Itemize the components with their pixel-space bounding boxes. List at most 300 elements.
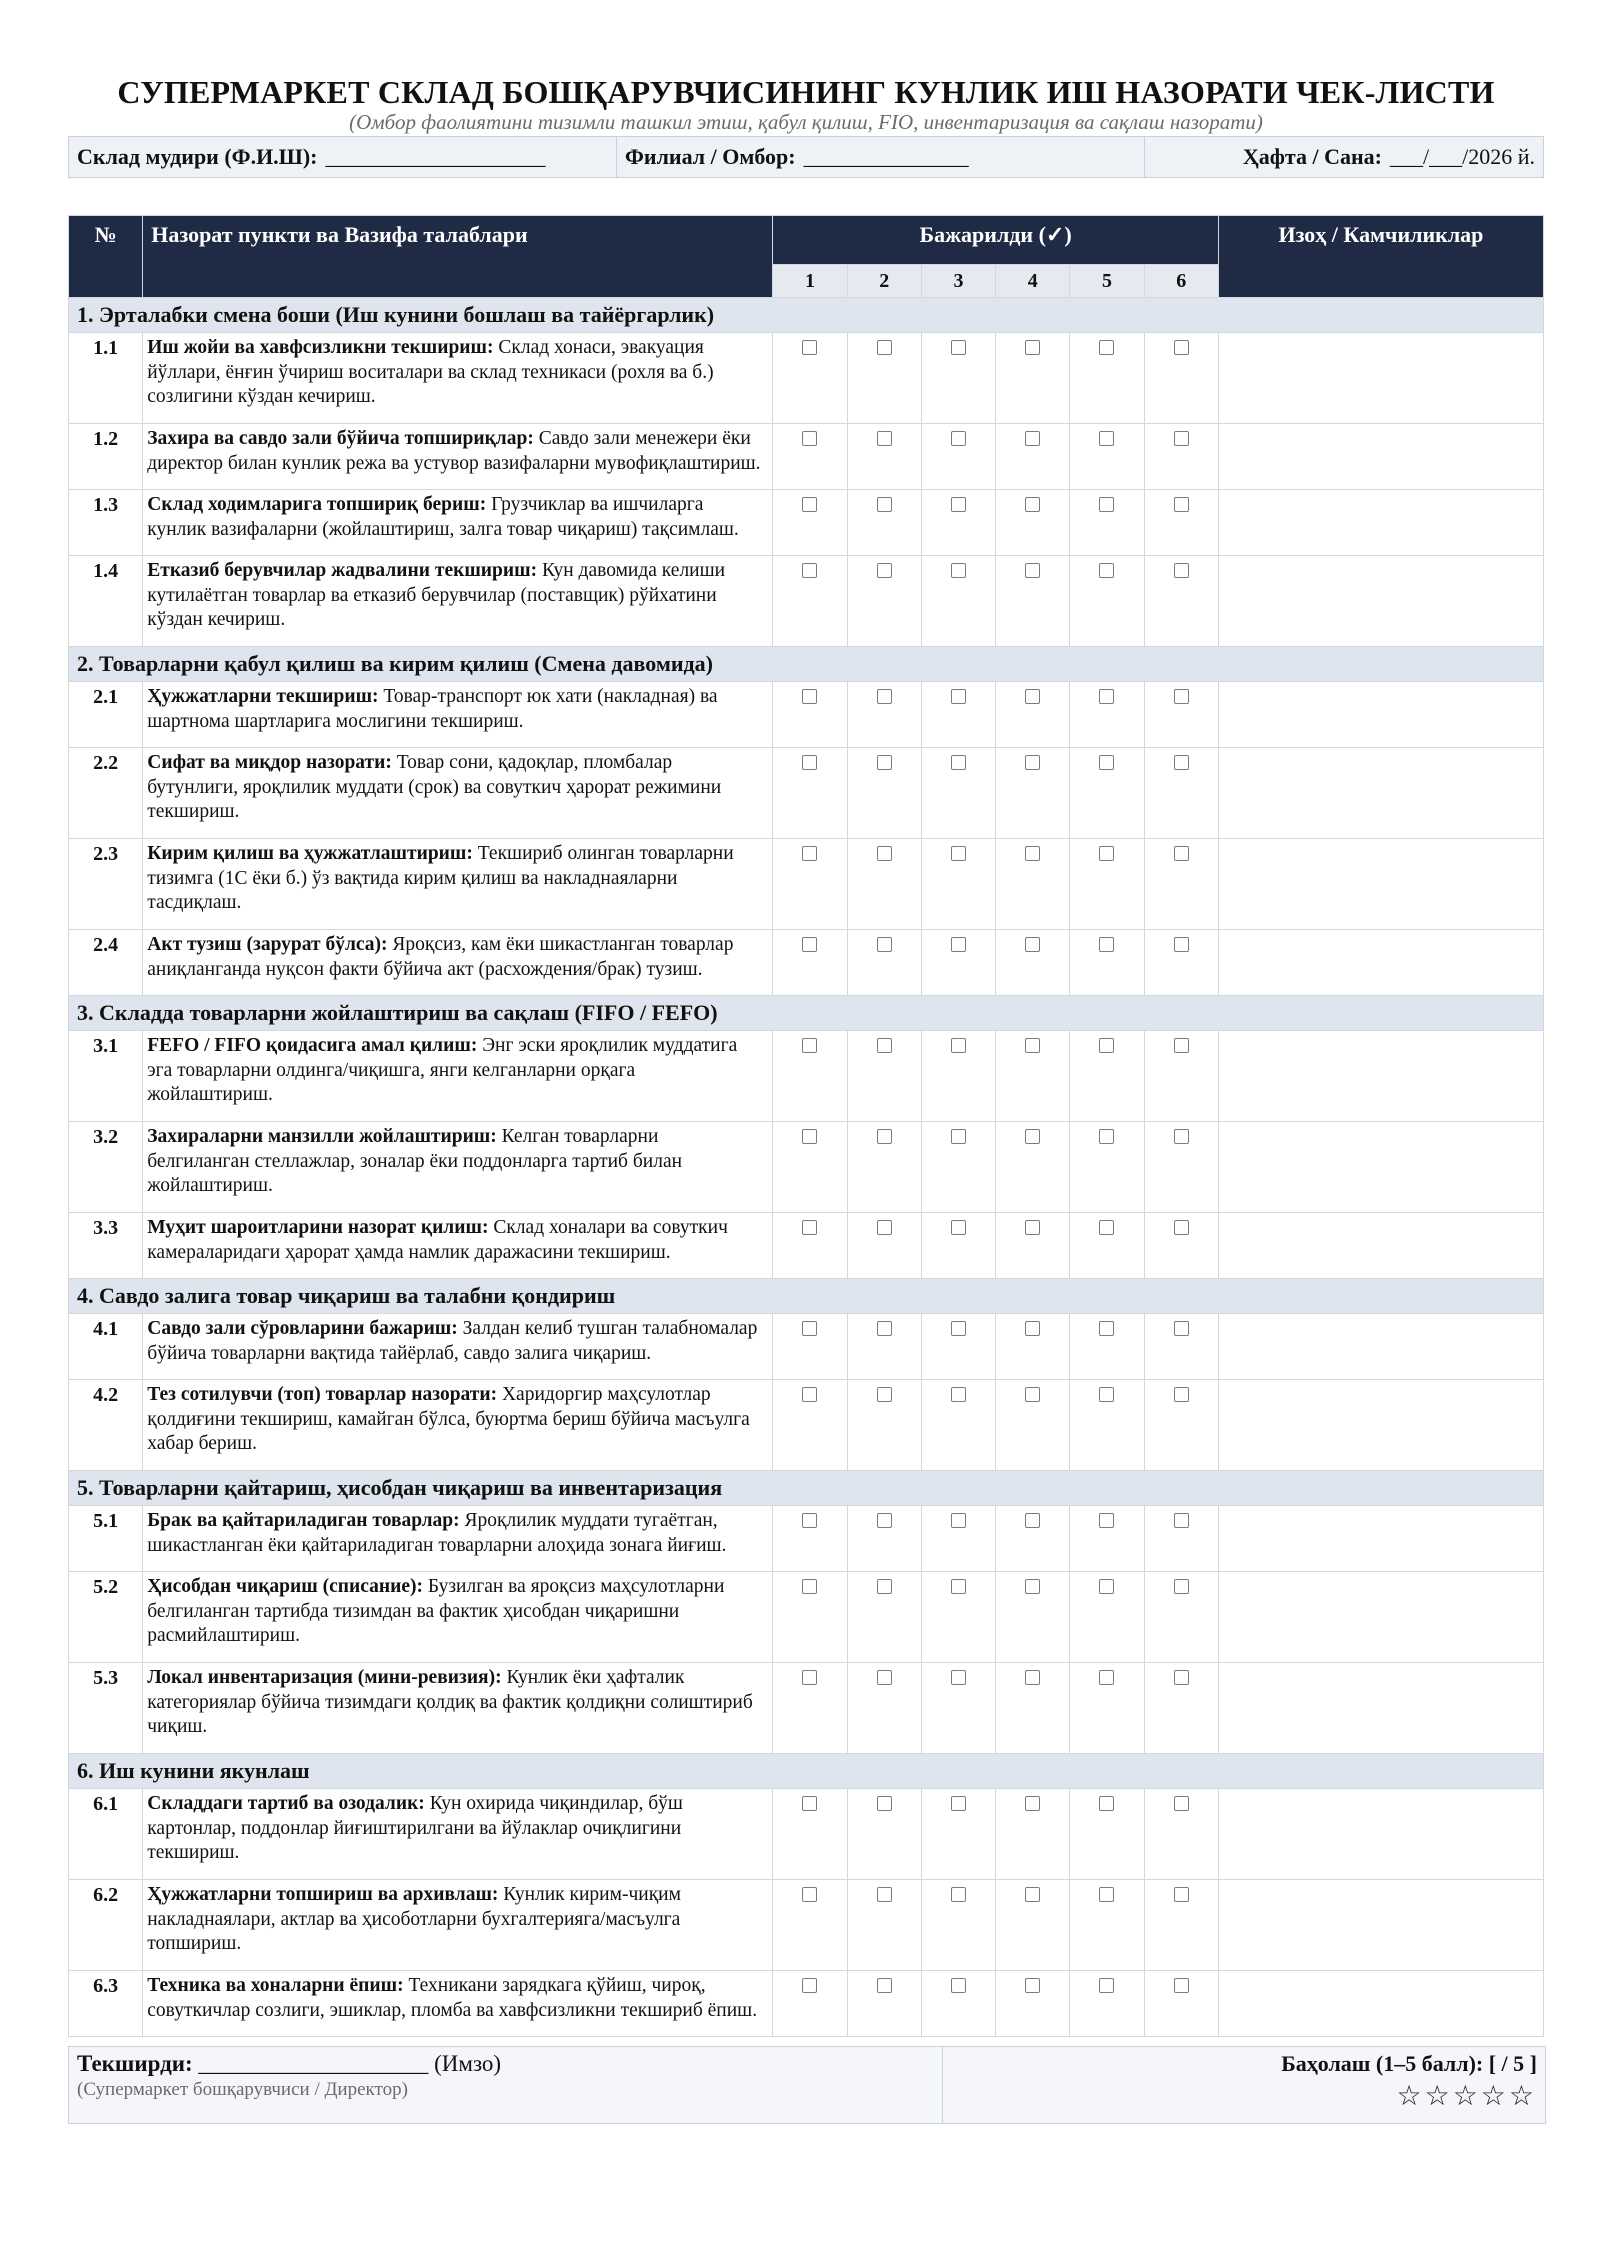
date-blank[interactable]: ___/___/2026 й. [1390,144,1535,169]
checklist-row [69,748,1544,839]
day-header: 4 [996,265,1070,298]
checkbox[interactable] [1099,1796,1114,1811]
item-number: 5.1 [69,1506,143,1572]
checklist-row [69,839,1544,930]
item-text: Келган товарларни белгиланган стеллажлар, зоналар ёки поддонларга тартиб билан жойлаштириш. [147,1126,683,1196]
day-check-cell [996,1213,1070,1279]
checkbox[interactable] [1174,1670,1189,1685]
checkbox[interactable] [1099,1513,1114,1528]
checkbox[interactable] [1174,431,1189,446]
day-check-cell [773,839,847,930]
checked-blank[interactable]: ____________________ [198,2051,429,2076]
checkbox[interactable] [802,846,817,861]
day-check-cell [847,333,921,424]
day-check-cell [773,1880,847,1971]
day-check-cell [921,1663,995,1754]
day-header: 5 [1070,265,1144,298]
day-check-cell [921,333,995,424]
section-title: 3. Складда товарларни жойлаштириш ва сақлаш (FIFO / FEFO) [69,996,1544,1031]
checkbox[interactable] [802,1796,817,1811]
checkbox[interactable] [802,937,817,952]
day-check-cell [1070,682,1144,748]
checkbox[interactable] [951,563,966,578]
checkbox[interactable] [802,340,817,355]
checkbox[interactable] [1099,689,1114,704]
checkbox[interactable] [1025,1978,1040,1993]
item-description [143,333,773,424]
day-check-cell [1144,1663,1218,1754]
day-check-cell [1144,1971,1218,2037]
item-title: Кирим қилиш ва ҳужжатлаштириш: [147,843,473,864]
checkbox[interactable] [802,1887,817,1902]
signature-label: (Имзо) [434,2051,502,2076]
checkbox[interactable] [951,1387,966,1402]
checkbox[interactable] [877,846,892,861]
day-header: 3 [921,265,995,298]
day-check-cell [847,1314,921,1380]
checkbox[interactable] [802,431,817,446]
checkbox[interactable] [1025,1579,1040,1594]
notes-cell[interactable] [1218,1031,1543,1122]
checkbox[interactable] [951,1887,966,1902]
item-text: Кунлик ёки ҳафталик категориялар бўйича тизимдаги қолдиқ ва фактик қолдиқни солиштириб чиқиш. [147,1667,753,1737]
checklist-row [69,930,1544,996]
item-title: Акт тузиш (зарурат бўлса): [147,934,388,955]
checkbox[interactable] [1099,1887,1114,1902]
branch-field[interactable] [617,137,1145,177]
day-check-cell [1144,1380,1218,1471]
day-check-cell [773,748,847,839]
item-description [143,1663,773,1754]
day-check-cell [847,1122,921,1213]
checkbox[interactable] [1174,846,1189,861]
checkbox[interactable] [802,1220,817,1235]
checkbox[interactable] [1025,1796,1040,1811]
day-check-cell [1144,1506,1218,1572]
item-number: 4.2 [69,1380,143,1471]
day-check-cell [773,1971,847,2037]
table-header-row [69,216,1544,265]
item-text: Яроқсиз, кам ёки шикастланган товарлар аниқланганда нуқсон факти бўйича акт (расхождения/брак) тузиш. [147,934,734,980]
checkbox[interactable] [1099,1129,1114,1144]
day-check-cell [1144,424,1218,490]
checkbox[interactable] [1174,1387,1189,1402]
day-check-cell [773,1031,847,1122]
checkbox[interactable] [1174,1038,1189,1053]
signer-role: (Супермаркет бошқарувчиси / Директор) [77,2079,408,2100]
score-value[interactable]: [ / 5 ] [1488,2051,1537,2076]
day-check-cell [773,333,847,424]
checklist-row [69,1380,1544,1471]
day-check-cell [1070,1031,1144,1122]
checkbox[interactable] [1025,1220,1040,1235]
col-num-header: № [69,216,143,298]
day-check-cell [847,930,921,996]
notes-cell[interactable] [1218,556,1543,647]
checkbox[interactable] [951,431,966,446]
day-check-cell [921,1380,995,1471]
notes-cell[interactable] [1218,1572,1543,1663]
checklist-row [69,1506,1544,1572]
checkbox[interactable] [1174,497,1189,512]
day-check-cell [847,1880,921,1971]
item-title: Складдаги тартиб ва озодалик: [147,1793,425,1814]
notes-cell[interactable] [1218,1122,1543,1213]
checkbox[interactable] [1174,1796,1189,1811]
item-number: 4.1 [69,1314,143,1380]
checkbox[interactable] [1025,755,1040,770]
checkbox[interactable] [1025,937,1040,952]
day-check-cell [773,1314,847,1380]
day-check-cell [921,1031,995,1122]
checklist-row [69,1031,1544,1122]
manager-field[interactable] [69,137,617,177]
item-title: Иш жойи ва хавфсизликни текшириш: [147,337,494,358]
item-text: Товар сони, қадоқлар, пломбалар бутунлиги, яроқлилик муддати (срок) ва совуткич ҳарорат режимини текшириш. [147,752,722,822]
item-text: Техникани зарядкага қўйиш, чироқ, совуткичлар созлиги, эшиклар, пломба ва хавфсизликни текшириб ёпиш. [147,1975,758,2021]
day-check-cell [773,1122,847,1213]
checkbox[interactable] [1025,1038,1040,1053]
checklist-row [69,1880,1544,1971]
day-check-cell [847,1031,921,1122]
checkbox[interactable] [1099,846,1114,861]
checkbox[interactable] [1174,1220,1189,1235]
day-check-cell [996,930,1070,996]
checkbox[interactable] [802,563,817,578]
item-text: Склад хонаси, эвакуация йўллари, ёнғин ўчириш воситалари ва склад техникаси (рохля ва б.) созлигини кўздан кечириш. [147,337,714,407]
item-number: 2.4 [69,930,143,996]
day-check-cell [921,1122,995,1213]
checkbox[interactable] [951,340,966,355]
day-check-cell [1070,1971,1144,2037]
date-label: Ҳафта / Сана: [1242,144,1382,169]
checkbox[interactable] [1099,1220,1114,1235]
checkbox[interactable] [1099,1321,1114,1336]
item-description [143,1880,773,1971]
item-text: Склад хоналари ва совуткич камераларидаги ҳарорат ҳамда намлик даражасини текшириш. [147,1217,728,1263]
checkbox[interactable] [877,689,892,704]
checkbox[interactable] [877,497,892,512]
checkbox[interactable] [1025,1129,1040,1144]
day-check-cell [773,930,847,996]
checkbox[interactable] [951,497,966,512]
item-number: 1.3 [69,490,143,556]
day-check-cell [996,1380,1070,1471]
day-check-cell [996,1663,1070,1754]
checkbox[interactable] [877,1978,892,1993]
notes-cell[interactable] [1218,490,1543,556]
day-check-cell [921,1213,995,1279]
section-title: 2. Товарларни қабул қилиш ва кирим қилиш (Смена давомида) [69,647,1544,682]
checkbox[interactable] [1025,340,1040,355]
day-check-cell [1070,490,1144,556]
checkbox[interactable] [877,431,892,446]
item-number: 1.4 [69,556,143,647]
date-field[interactable] [1145,137,1543,177]
day-check-cell [1144,1122,1218,1213]
checkbox[interactable] [802,497,817,512]
item-description [143,1314,773,1380]
day-header: 6 [1144,265,1218,298]
day-check-cell [996,1789,1070,1880]
notes-cell[interactable] [1218,1663,1543,1754]
checkbox[interactable] [1099,1387,1114,1402]
section-title: 4. Савдо залига товар чиқариш ва талабни қондириш [69,1279,1544,1314]
day-check-cell [996,1031,1070,1122]
day-check-cell [847,839,921,930]
item-title: Сифат ва миқдор назорати: [147,752,392,773]
checkbox[interactable] [1025,1670,1040,1685]
notes-cell[interactable] [1218,1314,1543,1380]
checkbox[interactable] [877,755,892,770]
item-text: Кун давомида келиши кутилаётган товарлар ва етказиб берувчилар (поставщик) рўйхатини кўздан кечириш. [147,560,726,630]
checkbox[interactable] [1099,340,1114,355]
checkbox[interactable] [802,1670,817,1685]
checkbox[interactable] [877,1321,892,1336]
item-number: 3.3 [69,1213,143,1279]
checkbox[interactable] [951,755,966,770]
checkbox[interactable] [802,689,817,704]
checkbox[interactable] [1174,1887,1189,1902]
item-number: 1.2 [69,424,143,490]
day-check-cell [1144,333,1218,424]
col-task-header: Назорат пункти ва Вазифа талаблари [143,216,773,298]
checkbox[interactable] [1174,1579,1189,1594]
notes-cell[interactable] [1218,839,1543,930]
item-description [143,1380,773,1471]
notes-cell[interactable] [1218,930,1543,996]
item-text: Савдо зали менежери ёки директор билан кунлик режа ва устувор вазифаларни мувофиқлаштириш. [147,428,761,474]
checkbox[interactable] [951,937,966,952]
checkbox[interactable] [1174,340,1189,355]
checkbox[interactable] [1174,1321,1189,1336]
checkbox[interactable] [802,1129,817,1144]
checkbox[interactable] [951,1978,966,1993]
day-check-cell [1070,1122,1144,1213]
checkbox[interactable] [1174,755,1189,770]
section-title: 5. Товарларни қайтариш, ҳисобдан чиқариш ва инвентаризация [69,1471,1544,1506]
checkbox[interactable] [1099,563,1114,578]
section-header-row [69,1279,1544,1314]
checkbox[interactable] [951,1670,966,1685]
notes-cell[interactable] [1218,1971,1543,2037]
item-title: Ҳужжатларни текшириш: [147,686,379,707]
checkbox[interactable] [802,1387,817,1402]
item-title: FEFO / FIFO қоидасига амал қилиш: [147,1035,478,1056]
day-check-cell [847,1506,921,1572]
day-check-cell [1070,930,1144,996]
checkbox[interactable] [877,1670,892,1685]
day-check-cell [1144,748,1218,839]
checked-label: Текширди: [77,2051,193,2076]
section-header-row [69,1471,1544,1506]
item-text: Товар-транспорт юк хати (накладная) ва шартнома шартларига мослигини текшириш. [147,686,718,732]
checkbox[interactable] [1174,563,1189,578]
day-check-cell [1070,1314,1144,1380]
signature-block [69,2047,943,2123]
checkbox[interactable] [1099,755,1114,770]
checkbox[interactable] [1099,431,1114,446]
score-label: Баҳолаш (1–5 балл): [1281,2051,1484,2076]
day-check-cell [921,490,995,556]
item-text: Харидоргир маҳсулотлар қолдиғини текшириш, камайган бўлса, буюртма бериш бўйича масъулга хабар бериш. [147,1384,750,1454]
checkbox[interactable] [1174,1513,1189,1528]
day-check-cell [1144,1572,1218,1663]
item-text: Залдан келиб тушган талабномалар бўйича товарларни вақтида тайёрлаб, савдо залига чиқариш. [147,1318,758,1364]
notes-cell[interactable] [1218,1213,1543,1279]
day-check-cell [1070,839,1144,930]
checkbox[interactable] [1174,1978,1189,1993]
day-check-cell [996,748,1070,839]
item-text: Текшириб олинган товарларни тизимга (1С ёки б.) ўз вақтида кирим қилиш ва накладнаяларни тасдиқлаш. [147,843,734,913]
manager-blank[interactable]: ____________________ [325,144,546,169]
day-check-cell [1144,1789,1218,1880]
checkbox[interactable] [1099,1579,1114,1594]
checkbox[interactable] [1025,1887,1040,1902]
checkbox[interactable] [951,1579,966,1594]
notes-cell[interactable] [1218,1380,1543,1471]
checkbox[interactable] [1099,1670,1114,1685]
checkbox[interactable] [877,1887,892,1902]
notes-cell[interactable] [1218,424,1543,490]
item-description [143,1506,773,1572]
day-check-cell [1144,930,1218,996]
checkbox[interactable] [1174,1129,1189,1144]
checkbox[interactable] [1025,1513,1040,1528]
day-check-cell [1070,1572,1144,1663]
day-check-cell [773,1506,847,1572]
item-number: 2.2 [69,748,143,839]
day-header: 2 [847,265,921,298]
notes-cell[interactable] [1218,1880,1543,1971]
day-check-cell [1144,682,1218,748]
day-check-cell [773,682,847,748]
day-check-cell [921,556,995,647]
day-check-cell [921,1971,995,2037]
day-check-cell [773,556,847,647]
checkbox[interactable] [1099,1978,1114,1993]
day-check-cell [996,1880,1070,1971]
checkbox[interactable] [1025,563,1040,578]
checkbox[interactable] [877,1796,892,1811]
notes-cell[interactable] [1218,1789,1543,1880]
item-description [143,556,773,647]
item-number: 3.1 [69,1031,143,1122]
checkbox[interactable] [951,1038,966,1053]
checkbox[interactable] [877,1579,892,1594]
checkbox[interactable] [802,1321,817,1336]
checkbox[interactable] [877,1038,892,1053]
notes-cell[interactable] [1218,1506,1543,1572]
checkbox[interactable] [877,1513,892,1528]
section-header-row [69,647,1544,682]
item-text: Кунлик кирим-чиқим накладнаялари, актлар ва ҳисоботларни бухгалтерияга/масъулга топшириш. [147,1884,681,1954]
section-title: 1. Эрталабки смена боши (Иш кунини бошлаш ва тайёргарлик) [69,298,1544,333]
checkbox[interactable] [802,1579,817,1594]
checkbox[interactable] [877,1129,892,1144]
checkbox[interactable] [1174,937,1189,952]
day-check-cell [773,1213,847,1279]
checkbox[interactable] [877,1220,892,1235]
checkbox[interactable] [802,1038,817,1053]
day-check-cell [1070,748,1144,839]
day-check-cell [1070,1789,1144,1880]
item-title: Брак ва қайтариладиган товарлар: [147,1510,460,1531]
checkbox[interactable] [951,1796,966,1811]
checkbox[interactable] [1099,497,1114,512]
checkbox[interactable] [951,846,966,861]
branch-blank[interactable]: _______________ [803,144,969,169]
rating-stars-icon[interactable]: ☆☆☆☆☆ [1396,2081,1537,2112]
day-check-cell [996,1506,1070,1572]
checkbox[interactable] [877,937,892,952]
checklist-page [68,72,1544,2112]
item-title: Тез сотилувчи (топ) товарлар назорати: [147,1384,498,1405]
day-check-cell [1144,490,1218,556]
notes-cell[interactable] [1218,682,1543,748]
day-check-cell [1144,1031,1218,1122]
checklist-row [69,1213,1544,1279]
day-check-cell [996,424,1070,490]
day-check-cell [1070,1880,1144,1971]
item-description [143,1031,773,1122]
day-check-cell [921,748,995,839]
checkbox[interactable] [1025,431,1040,446]
day-check-cell [773,1380,847,1471]
item-text: Кун охирида чиқиндилар, бўш картонлар, поддонлар йиғиштирилгани ва йўлаклар очиқлигини текшириш. [147,1793,683,1863]
checklist-row [69,682,1544,748]
item-title: Склад ходимларига топшириқ бериш: [147,494,487,515]
day-check-cell [847,682,921,748]
checkbox[interactable] [951,1513,966,1528]
checkbox[interactable] [802,1513,817,1528]
checklist-row [69,490,1544,556]
checkbox[interactable] [951,1321,966,1336]
checkbox[interactable] [1025,497,1040,512]
checkbox[interactable] [1025,689,1040,704]
checkbox[interactable] [1025,846,1040,861]
item-number: 2.1 [69,682,143,748]
item-text: Грузчиклар ва ишчиларга кунлик вазифаларни (жойлаштириш, залга товар чиқариш) тақсимлаш. [147,494,739,540]
checkbox[interactable] [951,689,966,704]
checkbox[interactable] [1099,937,1114,952]
checkbox[interactable] [1174,689,1189,704]
day-check-cell [847,424,921,490]
item-number: 2.3 [69,839,143,930]
day-check-cell [996,682,1070,748]
checklist-row [69,424,1544,490]
checkbox[interactable] [877,340,892,355]
day-check-cell [1144,1213,1218,1279]
checklist-row [69,556,1544,647]
checkbox[interactable] [951,1220,966,1235]
checklist-body [69,298,1544,2037]
notes-cell[interactable] [1218,333,1543,424]
checkbox[interactable] [951,1129,966,1144]
checkbox[interactable] [1025,1321,1040,1336]
checkbox[interactable] [802,755,817,770]
checkbox[interactable] [1099,1038,1114,1053]
checkbox[interactable] [877,563,892,578]
day-check-cell [996,490,1070,556]
item-text: Яроқлилик муддати тугаётган, шикастланган ёки қайтариладиган товарларни алоҳида зонага йиғиш. [147,1510,727,1556]
notes-cell[interactable] [1218,748,1543,839]
item-description [143,682,773,748]
checkbox[interactable] [877,1387,892,1402]
section-header-row [69,996,1544,1031]
checkbox[interactable] [802,1978,817,1993]
checkbox[interactable] [1025,1387,1040,1402]
